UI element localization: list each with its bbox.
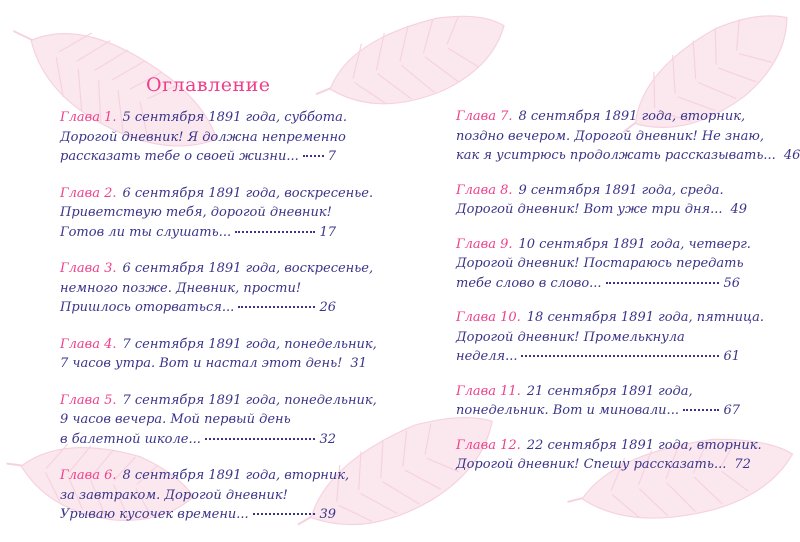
entry-text: 7 часов утра. Вот и настал этот день!: [60, 356, 343, 371]
entry-text: 21 сентября 1891 года,: [526, 383, 693, 399]
page-number: 67: [723, 403, 740, 418]
page-number: 56: [723, 275, 740, 291]
toc-entry-line: [456, 382, 740, 402]
toc-entry-last-line: [456, 200, 748, 220]
entry-text: Приветствую тебя, дорогой дневник!: [60, 205, 332, 220]
toc-entry-line: [60, 486, 336, 506]
dot-leader: [253, 513, 316, 515]
toc-entry-last-line: [456, 347, 740, 367]
page-number: 31: [350, 356, 367, 371]
entry-text: Готов ли ты слушать...: [60, 224, 232, 240]
entry-text: немного позже. Дневник, прости!: [60, 280, 302, 296]
toc-entry[interactable]: [60, 259, 374, 318]
toc-entry[interactable]: [60, 466, 350, 525]
toc-entry-line: [456, 308, 764, 328]
entry-text: 7 сентября 1891 года, понедельник,: [122, 336, 377, 352]
chapter-label: Глава 2.: [60, 185, 117, 201]
dot-leader: [205, 438, 316, 440]
chapter-label: Глава 11.: [456, 383, 521, 399]
toc-entry-last-line: [60, 430, 336, 450]
entry-text: за завтраком. Дорогой дневник!: [60, 487, 288, 503]
entry-text: Пришлось оторваться...: [60, 300, 235, 315]
entry-text: 8 сентября 1891 года, вторник,: [122, 468, 350, 483]
entry-text: 10 сентября 1891 года, четверг.: [518, 236, 751, 252]
chapter-label: Глава 10.: [456, 310, 521, 325]
toc-entry[interactable]: [60, 391, 377, 450]
chapter-label: Глава 6.: [60, 468, 117, 483]
toc-entry-line: [456, 328, 740, 348]
page-number: 39: [319, 507, 336, 522]
entry-text: 18 сентября 1891 года, пятница.: [526, 310, 764, 325]
entry-text: 5 сентября 1891 года, суббота.: [122, 110, 347, 125]
toc-entry-last-line: [60, 298, 336, 318]
chapter-label: Глава 1.: [60, 110, 117, 125]
toc-entry[interactable]: [456, 308, 764, 367]
page-number: 46: [783, 148, 800, 163]
entry-text: поздно вечером. Дорогой дневник! Не знаю,: [456, 128, 764, 144]
dot-leader: [303, 155, 324, 157]
toc-entry-last-line: [456, 455, 751, 475]
toc-right-column: [456, 107, 800, 490]
entry-text: Дорогой дневник! Вот уже три дня...: [456, 202, 723, 217]
toc-entry-line: [60, 466, 350, 486]
toc-entry-last-line: [456, 146, 800, 166]
toc-entry[interactable]: [456, 382, 740, 421]
toc-entry-last-line: [456, 274, 740, 294]
dot-leader: [238, 306, 315, 308]
toc-entry-line: [456, 107, 746, 127]
page-number: 17: [319, 224, 336, 240]
entry-text: Дорогой дневник! Спешу рассказать...: [456, 457, 727, 472]
toc-entry-last-line: [456, 401, 740, 421]
entry-text: в балетной школе...: [60, 431, 201, 447]
dot-leader: [683, 409, 719, 411]
page-number: 61: [723, 349, 740, 364]
toc-left-column: [60, 108, 377, 542]
entry-text: 9 сентября 1891 года, среда.: [518, 182, 724, 198]
toc-entry[interactable]: [60, 108, 347, 167]
dot-leader: [235, 231, 315, 233]
toc-entry-last-line: [60, 505, 336, 525]
toc-entry-line: [60, 259, 374, 279]
toc-entry[interactable]: [456, 436, 762, 475]
toc-entry-line: [60, 128, 346, 148]
page-number: 7: [327, 149, 336, 164]
page-number: 49: [730, 202, 748, 217]
entry-text: Дорогой дневник! Промелькнула: [456, 329, 685, 345]
toc-entry[interactable]: [456, 181, 748, 220]
entry-text: 6 сентября 1891 года, воскресенье.: [122, 185, 374, 201]
toc-entry-last-line: [60, 223, 336, 243]
entry-text: неделя...: [456, 349, 518, 364]
toc-entry-last-line: [60, 147, 336, 167]
entry-text: 22 сентября 1891 года, вторник.: [526, 437, 762, 453]
toc-entry-line: [60, 391, 377, 411]
entry-text: 6 сентября 1891 года, воскресенье,: [122, 261, 374, 276]
chapter-label: Глава 5.: [60, 392, 117, 408]
toc-entry-line: [456, 181, 740, 201]
toc-entry-last-line: [60, 354, 367, 374]
entry-text: Дорогой дневник! Я должна непременно: [60, 129, 346, 145]
page-number: 32: [319, 431, 336, 447]
chapter-label: Глава 3.: [60, 261, 117, 276]
chapter-label: Глава 7.: [456, 109, 513, 124]
entry-text: понедельник. Вот и миновали...: [456, 403, 679, 418]
feather-decoration-top-center: [300, 0, 520, 120]
entry-text: Дорогой дневник! Постараюсь передать: [456, 256, 744, 271]
entry-text: 9 часов вечера. Мой первый день: [60, 412, 291, 427]
dot-leader: [521, 355, 719, 357]
toc-entry[interactable]: [456, 235, 751, 294]
chapter-label: Глава 4.: [60, 336, 117, 352]
page-number: 72: [734, 457, 751, 472]
toc-entry[interactable]: [60, 184, 374, 243]
chapter-label: Глава 9.: [456, 236, 513, 252]
entry-text: 8 сентября 1891 года, вторник,: [518, 109, 746, 124]
toc-entry-line: [60, 203, 336, 223]
entry-text: тебе слово в слово...: [456, 275, 602, 291]
toc-entry-line: [456, 235, 751, 255]
toc-entry[interactable]: [60, 335, 377, 374]
entry-text: Урываю кусочек времени...: [60, 507, 249, 522]
entry-text: рассказать тебе о своей жизни...: [60, 149, 299, 164]
toc-entry-line: [456, 127, 764, 147]
entry-text: как я уситрюсь продолжать рассказывать...: [456, 148, 776, 163]
toc-entry-line: [60, 184, 374, 204]
chapter-label: Глава 8.: [456, 182, 513, 198]
toc-entry-line: [60, 108, 347, 128]
entry-text: 7 сентября 1891 года, понедельник,: [122, 392, 377, 408]
page-title: Оглавление: [146, 74, 271, 96]
toc-entry-line: [456, 436, 762, 456]
toc-entry-line: [456, 254, 744, 274]
toc-entry-line: [60, 335, 377, 355]
page-number: 26: [319, 300, 336, 315]
dot-leader: [606, 282, 720, 284]
toc-entry-line: [60, 410, 336, 430]
toc-entry[interactable]: [456, 107, 800, 166]
chapter-label: Глава 12.: [456, 437, 521, 453]
toc-entry-line: [60, 279, 336, 299]
